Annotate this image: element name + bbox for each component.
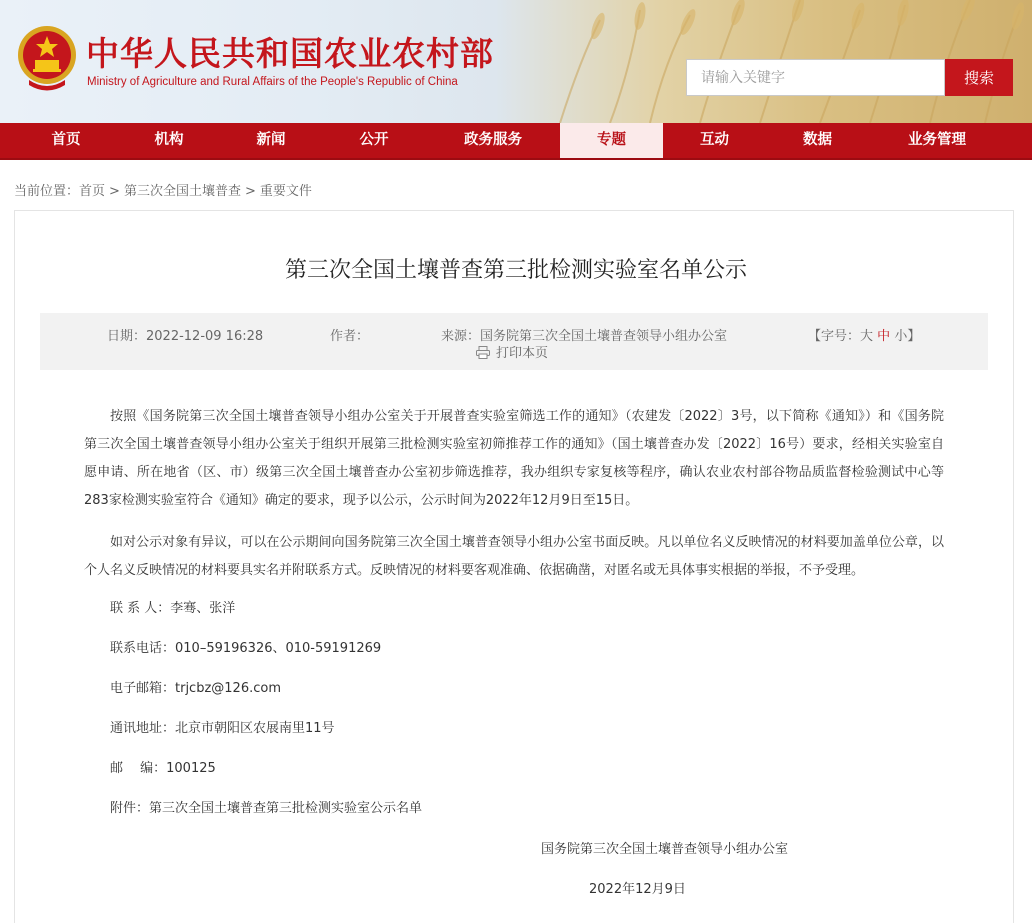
nav-item-home[interactable]: 首页	[51, 132, 81, 148]
nav-item-news[interactable]: 新闻	[256, 132, 286, 148]
nav-item-data[interactable]: 数据	[803, 132, 832, 148]
contact-person: 联 系 人：李骞、张洋	[110, 601, 236, 616]
meta-author: 作者：	[330, 329, 370, 344]
breadcrumb	[14, 180, 312, 199]
font-size-label: 【字号：	[808, 329, 861, 344]
font-size-large[interactable]: 大	[860, 329, 874, 344]
article-paragraph: 按照《国务院第三次全国土壤普查领导小组办公室关于开展普查实验室筛选工作的通知》（农建发〔2022〕3号，以下简称《通知》）和《国务院第三次全国土壤普查领导小组办公室关于组织开展第三批检测实验室初筛推荐工作的通知》（国土壤普查办发〔2022〕16号）要求，经相关实验室自愿申请、所在地省（区、市）级第三次全国土壤普查办公室初步筛选推荐，我办组织专家复核等程序，确认农业农村部谷物品质监督检验测试中心等283家检测实验室符合《通知》确定的要求，现予以公示，公示时间为2022年12月9日至15日。	[84, 409, 944, 508]
breadcrumb-prefix: 当前位置：	[14, 184, 80, 199]
nav-item-interaction[interactable]: 互动	[700, 132, 729, 148]
breadcrumb-home[interactable]: 首页	[79, 184, 106, 199]
national-emblem-icon	[15, 22, 79, 92]
nav-item-gov-services[interactable]: 政务服务	[464, 132, 522, 148]
main-nav	[0, 123, 1032, 160]
nav-item-topics[interactable]: 专题	[560, 123, 663, 158]
signature-date: 2022年12月9日	[589, 882, 686, 897]
site-header	[0, 0, 1032, 123]
font-size-medium[interactable]: 中	[877, 329, 891, 344]
breadcrumb-soil-survey[interactable]: 第三次全国土壤普查	[123, 184, 241, 199]
contact-postcode: 邮 编：100125	[110, 761, 216, 776]
search-input[interactable]	[686, 59, 945, 96]
font-size-close: 】	[907, 329, 921, 344]
article-paragraph: 如对公示对象有异议，可以在公示期间向国务院第三次全国土壤普查领导小组办公室书面反映。凡以单位名义反映情况的材料要加盖单位公章，以个人名义反映情况的材料要具实名并附联系方式。反映情况的材料要客观准确、依据确凿，对匿名或无具体事实根据的举报，不予受理。	[84, 535, 944, 578]
breadcrumb-separator: >	[109, 184, 120, 199]
nav-item-public[interactable]: 公开	[359, 132, 389, 148]
print-page-label: 打印本页	[496, 346, 549, 361]
breadcrumb-separator: >	[244, 184, 256, 199]
attachment-link[interactable]: 第三次全国土壤普查第三批检测实验室公示名单	[149, 801, 423, 816]
search-button[interactable]: 搜索	[945, 59, 1013, 96]
article-meta	[40, 313, 988, 370]
contact-email: 电子邮箱：trjcbz@126.com	[110, 681, 281, 696]
signature-organization: 国务院第三次全国土壤普查领导小组办公室	[541, 842, 789, 857]
article-title: 第三次全国土壤普查第三批检测实验室名单公示	[284, 258, 747, 283]
breadcrumb-important-docs[interactable]: 重要文件	[259, 184, 312, 199]
nav-item-business[interactable]: 业务管理	[908, 132, 966, 148]
attachment-label: 附件：	[110, 801, 150, 816]
printer-icon	[476, 346, 490, 359]
font-size-small[interactable]: 小	[894, 329, 908, 344]
site-subtitle: Ministry of Agriculture and Rural Affairs of the People's Republic of China	[87, 76, 458, 88]
print-page-button[interactable]	[476, 342, 548, 361]
contact-address: 通讯地址：北京市朝阳区农展南里11号	[110, 721, 335, 736]
meta-source: 来源：国务院第三次全国土壤普查领导小组办公室	[441, 329, 728, 344]
contact-phone: 联系电话：010–59196326、010-59191269	[110, 641, 382, 656]
nav-item-organization[interactable]: 机构	[154, 132, 184, 148]
article-body	[84, 403, 944, 599]
attachment	[110, 797, 422, 816]
meta-date: 日期：2022-12-09 16:28	[107, 329, 264, 344]
site-title: 中华人民共和国农业农村部	[86, 34, 494, 73]
font-size-control	[808, 325, 920, 344]
